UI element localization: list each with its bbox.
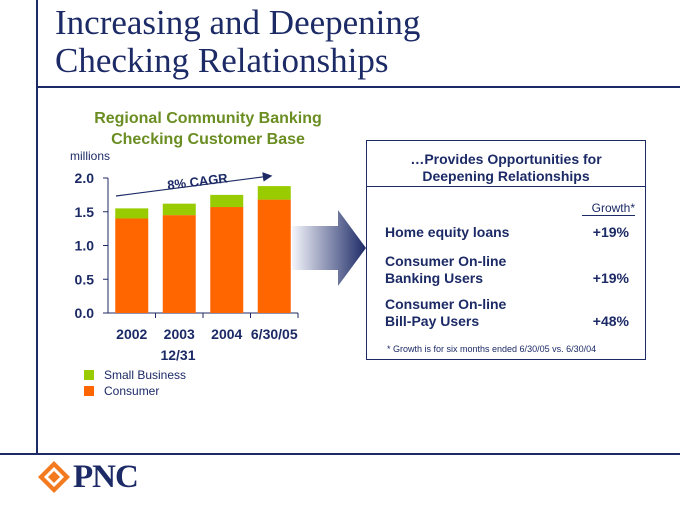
y-axis-label: millions (70, 149, 111, 163)
big-arrow-icon (292, 210, 368, 286)
y-tick-label: 0.5 (74, 271, 94, 288)
bar-small-business (258, 186, 291, 200)
x-axis-footnote: 12/31 (160, 347, 196, 363)
legend-item-consumer (84, 383, 186, 399)
bar-small-business (115, 208, 148, 218)
y-tick-label: 2.0 (74, 170, 94, 186)
panel-divider (367, 186, 645, 187)
row-label-line2: Banking Users (385, 270, 484, 286)
x-tick-label: 2004 (211, 326, 243, 342)
row-value: +19% (592, 224, 629, 240)
y-tick-label: 1.5 (74, 203, 94, 220)
row-value: +48% (592, 313, 629, 329)
chart-title-line2: Checking Customer Base (111, 131, 305, 148)
bar-small-business (163, 204, 196, 215)
legend-item-small-business (84, 367, 186, 383)
bar-consumer (115, 219, 148, 314)
legend-swatch-small-business (84, 370, 94, 380)
chart-title-line1: Regional Community Banking (94, 110, 322, 127)
pnc-logo (37, 460, 162, 495)
panel-row-online-banking (385, 253, 629, 287)
y-tick-label: 1.0 (74, 237, 94, 254)
panel-heading (367, 151, 645, 185)
panel-row-bill-pay (385, 296, 629, 330)
legend-label-consumer: Consumer (104, 384, 160, 398)
cagr-annotation: 8% CAGR (166, 170, 229, 193)
growth-column-header: Growth* (582, 201, 635, 216)
chart-legend (84, 367, 186, 399)
row-label: Home equity loans (385, 224, 510, 240)
panel-heading-line1: …Provides Opportunities for (410, 151, 602, 167)
x-tick-label: 2003 (163, 326, 195, 342)
stacked-bar-chart (0, 0, 340, 370)
x-tick-label: 2002 (116, 326, 148, 342)
bar-consumer (210, 207, 243, 313)
panel-row-home-equity (385, 224, 629, 241)
panel-heading-line2: Deepening Relationships (422, 168, 590, 184)
row-label-line1: Consumer On-line (385, 253, 507, 269)
row-value: +19% (592, 270, 629, 286)
legend-swatch-consumer (84, 386, 94, 396)
pnc-logo-icon (37, 460, 71, 494)
bar-consumer (258, 200, 291, 313)
slide-title-line1: Increasing and Deepening (55, 3, 421, 42)
bar-consumer (163, 215, 196, 313)
legend-label-small-business: Small Business (104, 368, 187, 382)
slide-title-line2: Checking Relationships (55, 41, 389, 80)
opportunities-panel (366, 140, 646, 360)
row-label-line2: Bill-Pay Users (385, 313, 480, 329)
x-tick-label: 6/30/05 (250, 326, 298, 342)
footer-rule (0, 453, 680, 455)
bar-small-business (210, 195, 243, 207)
y-tick-label: 0.0 (74, 305, 94, 321)
row-label-line1: Consumer On-line (385, 296, 507, 312)
pnc-logo-text: PNC (73, 459, 138, 495)
panel-footnote: * Growth is for six months ended 6/30/05 vs. 6/30/04 (387, 344, 597, 354)
